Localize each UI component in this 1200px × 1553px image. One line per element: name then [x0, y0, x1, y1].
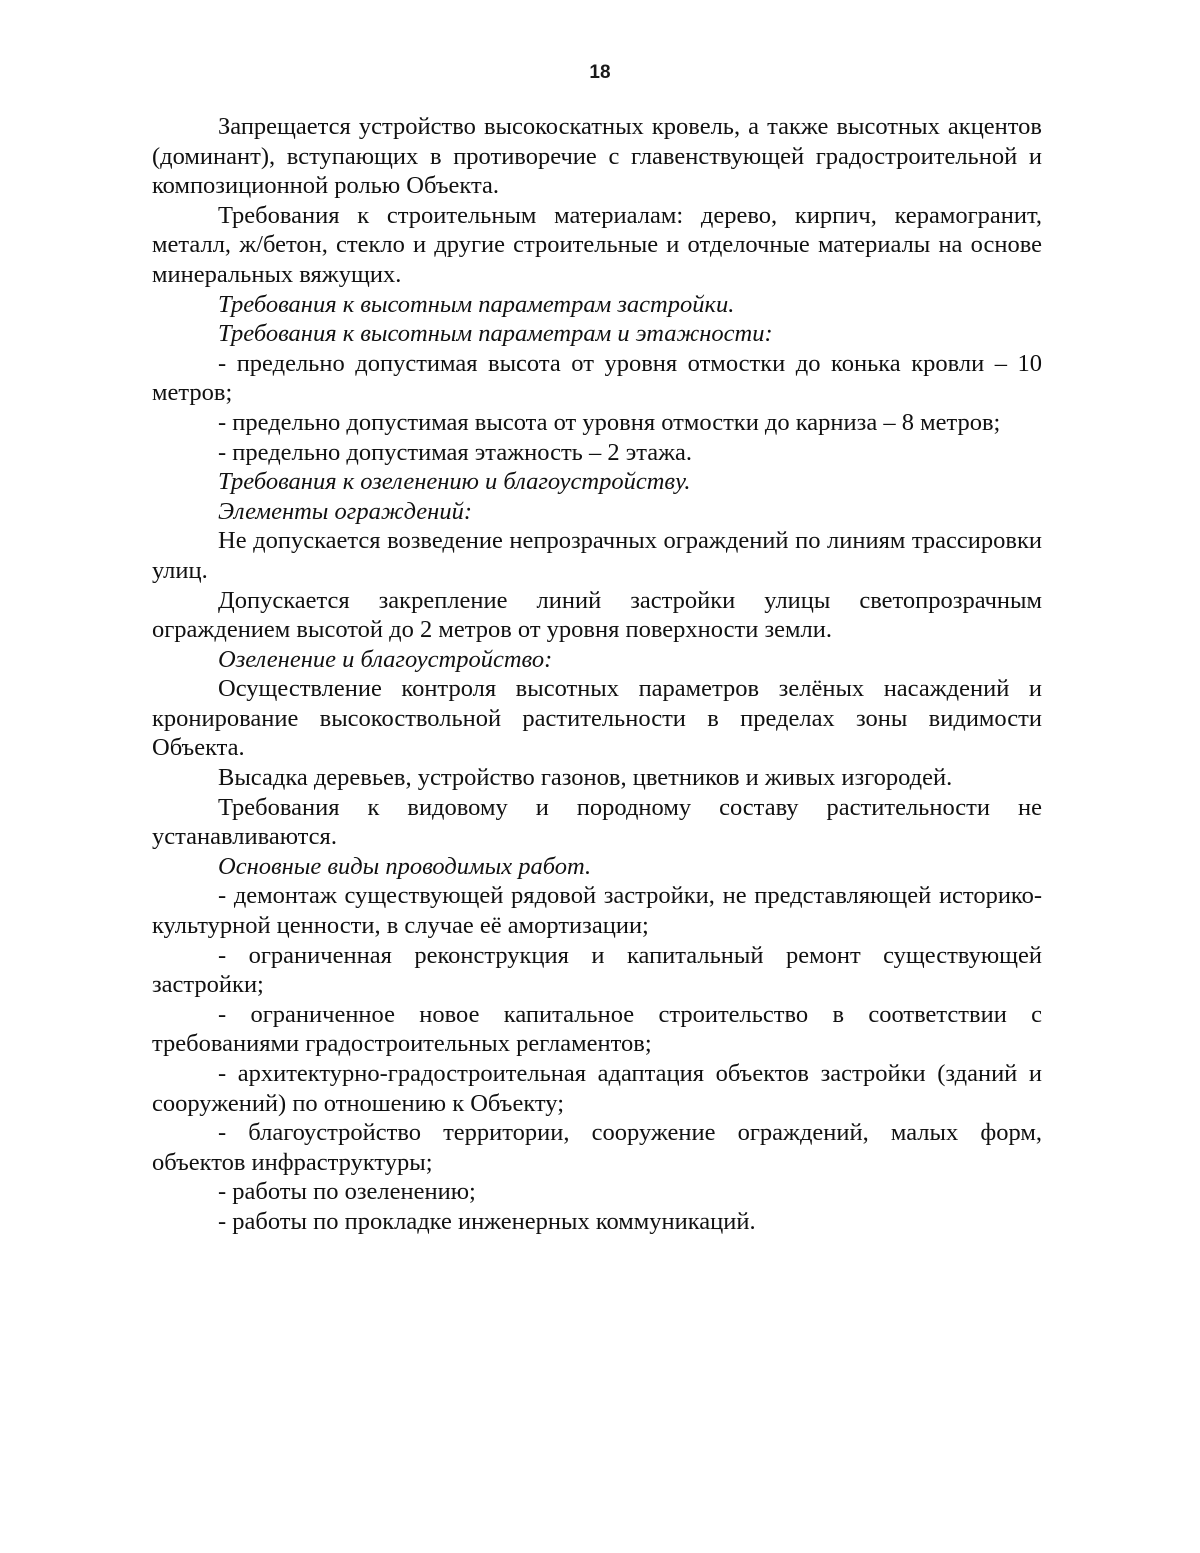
paragraph-transparent-fences: Допускается закрепление линий застройки улицы светопрозрачным ограждением высотой до 2 метров от уровня поверхности земли. — [152, 586, 1042, 644]
paragraph-building-materials: Требования к строительным материалам: дерево, кирпич, керамогранит, металл, ж/бетон, стекло и другие строительные и отделочные материалы на основе минеральных вяжущих. — [152, 201, 1042, 288]
list-item-demolition: - демонтаж существующей рядовой застройки, не представляющей историко-культурной ценности, в случае её амортизации; — [152, 882, 1042, 940]
list-item-utilities: - работы по прокладке инженерных коммуникаций. — [218, 1207, 756, 1235]
document-body — [152, 112, 1042, 1237]
heading-fencing-elements: Элементы ограждений: — [218, 497, 472, 525]
paragraph-opaque-fences: Не допускается возведение непрозрачных ограждений по линиям трассировки улиц. — [152, 527, 1042, 584]
heading-landscaping-requirements: Требования к озеленению и благоустройству. — [218, 468, 691, 496]
heading-main-works: Основные виды проводимых работ. — [218, 852, 592, 880]
heading-greening: Озеленение и благоустройство: — [218, 645, 553, 673]
page-number: 18 — [589, 62, 611, 83]
list-item-improvement: - благоустройство территории, сооружение ограждений, малых форм, объектов инфраструктуры; — [152, 1119, 1042, 1176]
list-item-adaptation: - архитектурно-градостроительная адаптация объектов застройки (зданий и сооружений) по отношению к Объекту; — [152, 1060, 1042, 1117]
list-item-ridge-height: - предельно допустимая высота от уровня отмостки до конька кровли – 10 метров; — [152, 349, 1042, 407]
list-item-new-construction: - ограниченное новое капитальное строительство в соответствии с требованиями градостроительных регламентов; — [152, 1000, 1042, 1058]
list-item-eaves-height: - предельно допустимая высота от уровня отмостки до карниза – 8 метров; — [218, 408, 1001, 436]
heading-height-parameters: Требования к высотным параметрам застройки. — [218, 290, 735, 318]
paragraph-species-requirements: Требования к видовому и породному составу растительности не устанавливаются. — [152, 793, 1042, 851]
paragraph-vegetation-control: Осуществление контроля высотных параметров зелёных насаждений и кронирование высокоствольной растительности в пределах зоны видимости Объекта. — [152, 675, 1042, 762]
paragraph-roof-restrictions: Запрещается устройство высокоскатных кровель, а также высотных акцентов (доминант), вступающих в противоречие с главенствующей градостроительной и композиционной ролью Объекта. — [152, 113, 1042, 200]
paragraph-planting: Высадка деревьев, устройство газонов, цветников и живых изгородей. — [218, 764, 953, 792]
list-item-greening-works: - работы по озеленению; — [218, 1178, 476, 1206]
heading-height-and-floors: Требования к высотным параметрам и этажности: — [218, 320, 773, 348]
list-item-reconstruction: - ограниченная реконструкция и капитальный ремонт существующей застройки; — [152, 941, 1042, 999]
list-item-floor-count: - предельно допустимая этажность – 2 этажа. — [218, 438, 693, 466]
